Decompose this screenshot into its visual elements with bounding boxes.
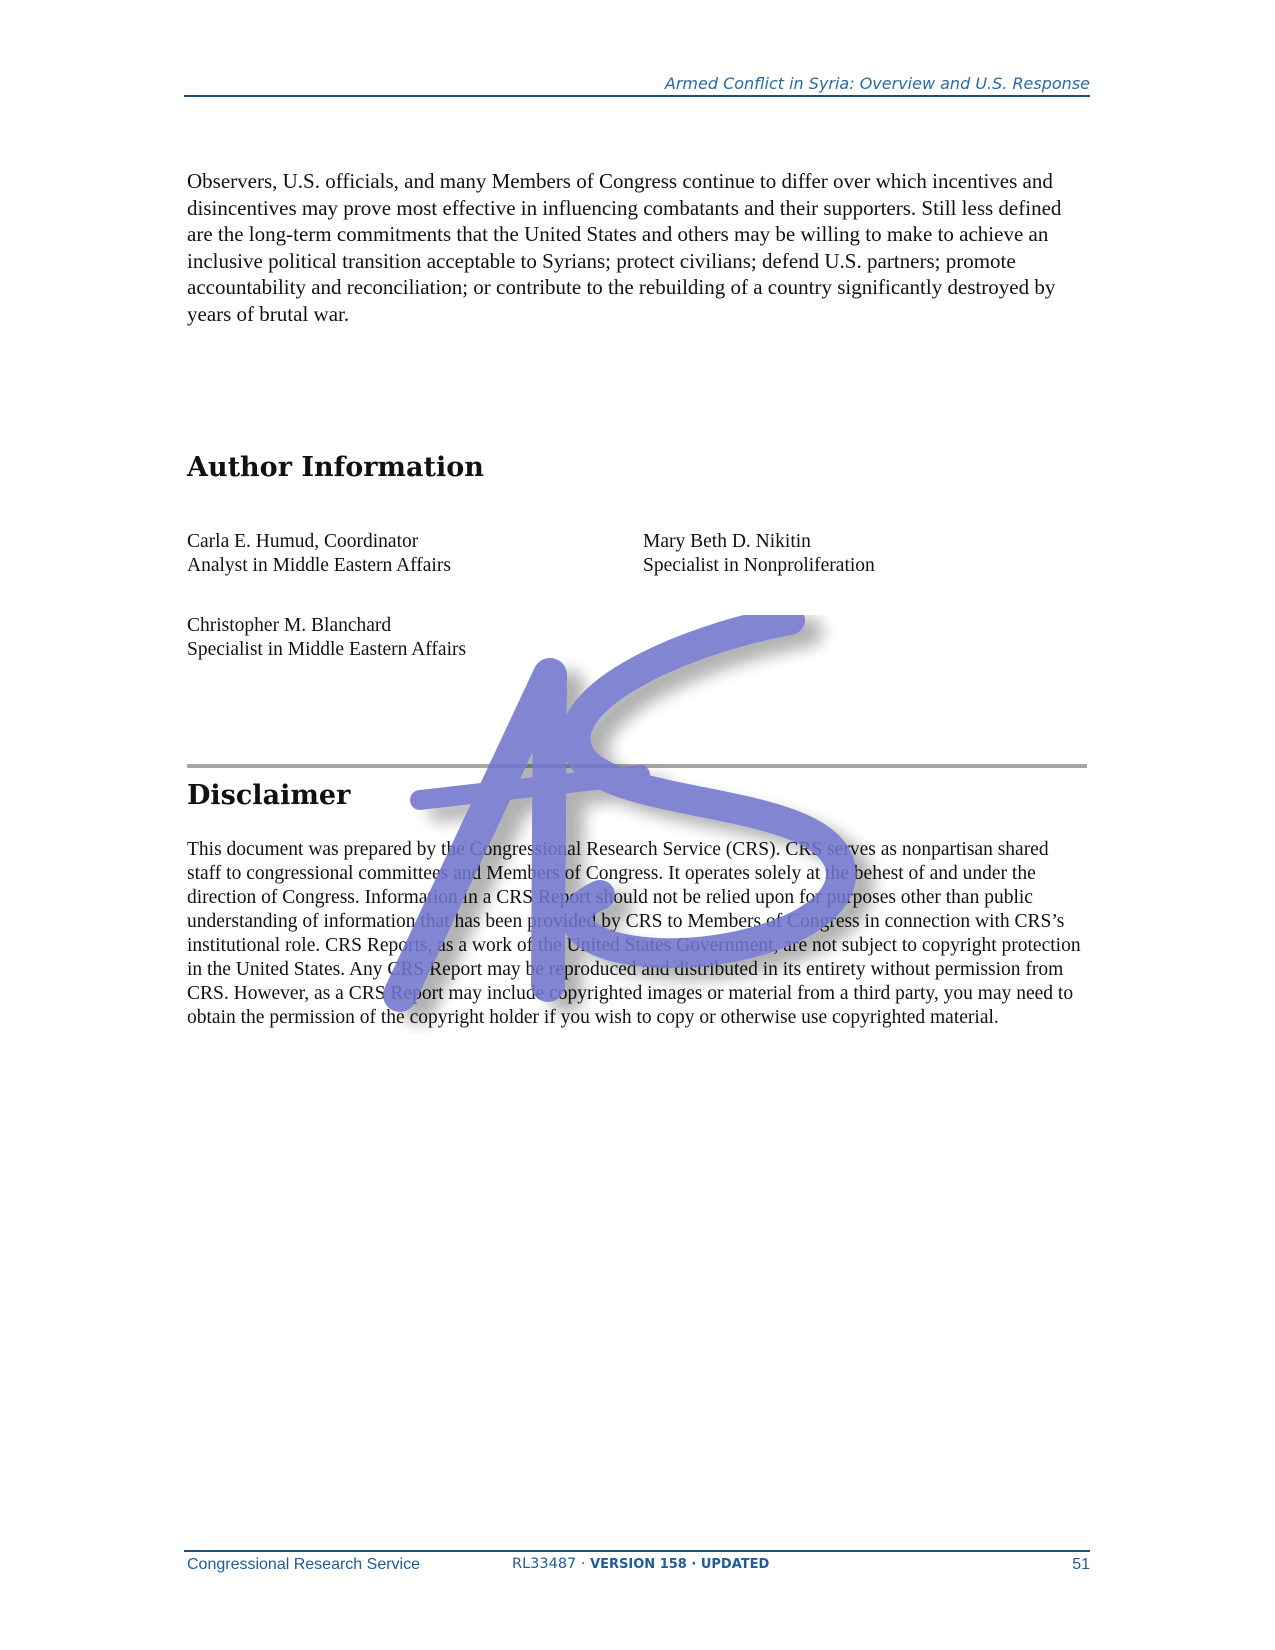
report-version: VERSION 158 · UPDATED [590, 1557, 770, 1572]
header-rule [184, 95, 1090, 97]
running-header-title: Armed Conflict in Syria: Overview and U.S. Response [664, 74, 1090, 93]
disclaimer-heading: Disclaimer [187, 780, 351, 811]
disclaimer-divider [187, 764, 1087, 768]
author-name: Mary Beth D. Nikitin [643, 531, 811, 552]
footer-rule [184, 1550, 1090, 1552]
author-entry [643, 530, 875, 578]
page-number: 51 [1072, 1556, 1090, 1573]
author-entry [187, 614, 466, 662]
footer-organization: Congressional Research Service [187, 1556, 420, 1573]
footer-report-id [512, 1556, 769, 1572]
author-title: Analyst in Middle Eastern Affairs [187, 555, 451, 576]
disclaimer-text: This document was prepared by the Congressional Research Service (CRS). CRS serves as nonpartisan shared staff to congressional committees and Members of Congress. It operates solely at the behest of and under the direction of Congress. Information in a CRS Report should not be relied upon for purposes other than public understanding of information that has been provided by CRS to Members of Congress in connection with CRS’s institutional role. CRS Reports, as a work of the United States Government, are not subject to copyright protection in the United States. Any CRS Report may be reproduced and distributed in its entirety without permission from CRS. However, as a CRS Report may include copyrighted images or material from a third party, you may need to obtain the permission of the copyright holder if you wish to copy or otherwise use copyrighted material. [187, 839, 1081, 1028]
author-information-heading: Author Information [187, 452, 484, 483]
author-title: Specialist in Middle Eastern Affairs [187, 639, 467, 660]
report-number: RL33487 · [512, 1556, 591, 1572]
author-name: Christopher M. Blanchard [187, 615, 392, 636]
intro-paragraph: Observers, U.S. officials, and many Members of Congress continue to differ over which incentives and disincentives may prove most effective in influencing combatants and their supporters. Still less defined are the long-term commitments that the United States and others may be willing to make to achieve an inclusive political transition acceptable to Syrians; protect civilians; defend U.S. partners; promote accountability and reconciliation; or contribute to the rebuilding of a country significantly destroyed by years of brutal war. [187, 169, 1062, 326]
author-entry [187, 530, 451, 578]
author-title: Specialist in Nonproliferation [643, 555, 875, 576]
author-name: Carla E. Humud, Coordinator [187, 531, 419, 552]
